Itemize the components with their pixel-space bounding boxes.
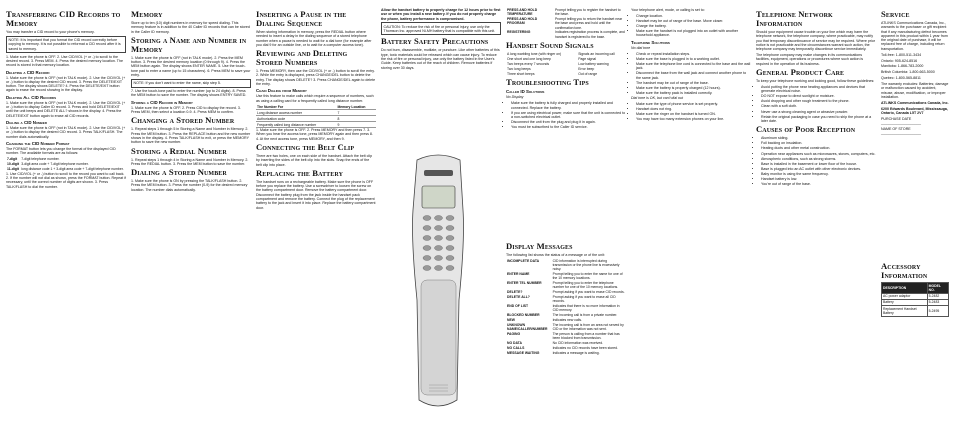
network-text-2: The telephone company may make changes in its communications facilities, equipment, operations or procedures where such action is required in the operation of its business.	[756, 53, 864, 66]
display-row	[506, 272, 626, 281]
display-desc: The incoming call is from a private number.	[552, 313, 618, 318]
chain-steps: 1. Make sure the phone is OFF. 2. Press MEMORY and then press 7. 3. When you hear the access tone, press MEMORY again and then press 8. 4. At the next access tone, press MEMORY, and then 9.	[256, 128, 373, 141]
contact-line: Manitoba: 1-866-783-2000	[881, 64, 924, 69]
transfer-note: NOTE: It is important that you format the CID record correctly before copying to memory. It is not possible to reformat a CID record after it is saved to memory.	[6, 36, 126, 53]
sound-key: Two beeps every 7 seconds	[507, 62, 550, 67]
store-name-field: NAME OF STORE ____________________	[881, 127, 921, 136]
memory-note: NOTE: If you don't want to enter the name, skip step 5.	[131, 79, 251, 88]
redial-text: 1. Repeat steps 1 through 4 in Storing a Name and Number in Memory. 2. Press the REDIAL button. 3. Press the MEM button to save the number.	[131, 157, 249, 166]
col6-intro: Your telephone alert, mode, or calling is set to:	[631, 8, 705, 12]
display-intro: The following list shows the status of a message or of the unit:	[506, 253, 605, 257]
display-key: ENTER NAME	[507, 272, 530, 277]
purchase-date-field: PURCHASE DATE ____________________	[881, 116, 921, 126]
sound-key: Three short beeps	[507, 71, 535, 76]
prompt-row	[506, 17, 626, 30]
heading-changing-format: Changing the CID Number Format	[6, 140, 70, 146]
heading-inserting: Inserting a Pause in the Dialing Sequence	[256, 9, 347, 28]
transfer-intro: You may transfer a CID record to your phone's memory.	[6, 30, 95, 34]
storing-cid-text: 1. Make sure the phone is OFF. 2. Press CID to display the record. 3. Press MEM, then select a location 0-9. 4. Press MEM to confirm.	[131, 105, 241, 115]
column-6	[631, 8, 751, 122]
display-key: NO DATA	[507, 340, 522, 345]
display-key: NO CALLS	[507, 345, 525, 350]
list-item: • Aluminum siding.	[761, 136, 876, 140]
pause-text: When storing information in memory, press the REDIAL button where needed to insert a delay in the dialing sequence of a stored telephone number when a pause is needed to wait for a dial tone (for example after you dial 9 for an outside line, or to wait for a computer access tone).	[256, 30, 372, 47]
heading-storing: Storing a Name and Number in Memory	[131, 34, 247, 54]
format-key: 7-digit	[7, 157, 18, 162]
column-5	[506, 8, 626, 130]
col6-list-1	[631, 14, 751, 38]
display-row	[506, 345, 626, 350]
chain-cell: Frequently called long distance number	[256, 122, 336, 128]
prompt-desc: Indicates registration process is complete, and handset is registered to the base.	[555, 30, 625, 39]
display-desc: Prompt telling you to enter the telephone number for one of the 10 memory locations.	[552, 281, 619, 290]
heading-troubleshooting: Troubleshooting Tips	[506, 77, 589, 88]
list-item: • Baby monitor is using the same frequency.	[761, 172, 876, 176]
display-row	[506, 331, 626, 340]
chain-cell: 9	[336, 122, 376, 128]
accessory-row	[882, 306, 949, 317]
format-desc: 3-digit area code + 7-digit telephone number.	[21, 162, 89, 167]
display-row	[506, 259, 626, 272]
chain-table	[256, 105, 376, 129]
list-item: • Make sure the ringer on the handset is turned ON.	[636, 112, 751, 116]
list-item: • Heating ducts and other metal construction.	[761, 146, 876, 150]
list-item: • Base is installed in the basement or lower floor of the house.	[761, 162, 876, 166]
accessory-desc: DESCRIPTION	[882, 283, 928, 294]
list-item: • Foil backing on insulation.	[761, 141, 876, 145]
accessory-block	[881, 260, 949, 317]
heading-storing-cid: Storing a CID Record in Memory	[131, 99, 193, 105]
format-key: 10-digit	[7, 162, 20, 167]
prompt-desc: Prompt telling you to return the handset near the base and press and hold until the confirmation tone.	[555, 17, 623, 30]
changing-text: 1. Repeat steps 1 through 5 in Storing a Name and Number in Memory. 2. Press the MEM button. 3. Press the REPLACE button and the new number shows in the display. 4. Press TALK/FLASH to exit, or press the MEMORY button to save the new number.	[131, 127, 251, 145]
sound-desc: Signals an incoming call	[578, 52, 615, 57]
heading-transferring: Transferring CID Records to Memory	[6, 9, 121, 28]
contact-line: Toll-free: 1-800-511-3434	[881, 52, 922, 57]
phone-handset-image	[399, 150, 478, 418]
accessory-model: 5-2482	[927, 293, 948, 299]
network-text: Should your equipment cause trouble on your line which may harm the telephone network, the telephone company, where practicable, may notify you that temporary discontinuance of service may be required. Where prior notice is not practicable and the circumstances warrant such action, the telephone company may temporarily discontinue service immediately.	[756, 30, 876, 52]
heading-deleting: Deleting a CID Record	[6, 69, 50, 75]
accessory-table	[881, 282, 949, 317]
list-item: • Clean with a soft cloth.	[761, 104, 876, 108]
display-table	[506, 259, 626, 355]
cid-solutions-list	[506, 101, 626, 129]
display-desc: Indicates no CID records have been stored.	[552, 345, 618, 350]
no-dial-tone-label: No dial tone	[631, 45, 651, 50]
heading-dialing-cid: Dialing a CID Number	[6, 119, 47, 125]
heading-delete-all: Deleting All CID Records	[6, 94, 57, 100]
care-intro: To keep your telephone working and looking good, follow these guidelines:	[756, 78, 875, 83]
heading-storing-redial: Storing a Redial Number	[131, 145, 227, 156]
accessory-desc: Replacement Handset Battery	[882, 306, 928, 317]
display-key: NEW	[507, 317, 515, 322]
causes-list	[756, 136, 876, 186]
list-item: • Operation near appliances such as microwaves, stoves, computers, etc.	[761, 152, 876, 156]
list-item: • You must be subscribed to the Caller ID service.	[511, 125, 626, 129]
display-desc: Indicates new calls.	[552, 317, 582, 322]
sounds-table	[506, 52, 626, 76]
chain-row	[256, 122, 376, 128]
prompt-row	[506, 8, 626, 17]
memory-intro: Store up to ten (10) digit numbers in memory for speed dialing. This memory feature is in addition to the 40 Caller ID records that can be stored in the Caller ID memory.	[131, 21, 250, 34]
warranty-text: The warranty excludes: Batteries; damage or malfunction caused by accident, misuse, abuse, modification, or improper installation.	[881, 82, 949, 100]
heading-belt-clip: Connecting the Belt Clip	[256, 141, 355, 152]
transfer-steps: 1. Make sure the phone is OFF. 2. Use CID/VOL (+ or -) to scroll to the desired record. 3. Press MEM. 4. Press the desired memory location. The record is stored in that memory location.	[6, 54, 123, 68]
sounds-row	[506, 72, 626, 77]
display-row	[506, 322, 626, 331]
list-item: • Retain the original packaging in case you need to ship the phone at a later date.	[761, 115, 876, 124]
contact-line: Ontario: 905-624-8516	[881, 58, 918, 63]
list-item: • Handset may be out of range of the base. Move closer.	[636, 19, 751, 23]
list-item: • Make sure the battery is fully charged and properly installed and connected. Replace the battery.	[511, 101, 626, 110]
chain-cell: Memory Location	[336, 105, 376, 110]
list-item: • Disconnect the unit from the plug and plug it in again.	[511, 120, 626, 124]
chain-text: Use this feature to make calls which require a sequence of numbers, such as using a calling card for a frequently called long distance number.	[256, 94, 374, 103]
list-item: • Avoid dropping and other rough treatment to the phone.	[761, 99, 876, 103]
list-item: • You're out of range of the base.	[761, 182, 876, 186]
heading-cid-solutions: Caller ID Solutions	[506, 89, 545, 95]
heading-causes: Causes of Poor Reception	[756, 124, 856, 135]
list-item: • Make sure the telephone line cord is connected to the base and the wall jack.	[636, 62, 751, 71]
deleting-text: 1. Make sure the phone is OFF (not in TALK mode). 2. Use the CID/VOL (+ or -) button to display the desired CID record. 3. Press the DELETE/EXIT button. The display shows DELETE? 4. Press the DELETE/EXIT button again to erase the record showing in the display.	[6, 75, 126, 93]
heading-battery: Replacing the Battery	[256, 167, 344, 178]
chain-cell: Authorization code	[256, 116, 336, 122]
battery-text: The handset runs on a rechargeable battery. Make sure the phone is OFF before you replace the battery. Use a screwdriver to loosen the screw on the battery compartment door. Remove the battery compartment door. Disconnect the battery plug from the jack inside the handset pack compartment and remove the battery. Connect the plug of the replacement battery to the jack and insert it into place. Replace the battery compartment door.	[256, 179, 376, 210]
display-desc: The person is calling from a number that has been blocked from transmission.	[552, 331, 620, 340]
display-desc: CID information is interrupted during transmission or the phone line is excessively noisy.	[552, 259, 620, 272]
display-key: INCOMPLETE DATA	[507, 259, 540, 264]
contact-line: Quebec: 1-800-565-8811	[881, 76, 921, 81]
display-key: MESSAGE WAITING	[507, 350, 540, 355]
list-item: • Check or repeat installation steps.	[636, 52, 751, 56]
charge-intro: Allow the handset battery to properly charge for 12 hours prior to first use or when you install a new battery. If you do not properly charge the phone, battery performance is compromised.	[381, 8, 501, 21]
storing-text-2: 7. Use the touch-tone pad to enter the number (up to 24 digits). 8. Press the MEM button to save the number. The display shows ENTRY SAVED.	[131, 89, 247, 98]
heading-dialing-stored: Dialing a Stored Number	[131, 167, 227, 178]
list-item: • Atmospheric conditions, such as strong storms.	[761, 157, 876, 161]
column-8	[881, 8, 949, 137]
list-item: • Make sure the handset is not plugged into an outlet with another household appliance.	[636, 29, 751, 38]
format-key: 11-digit	[7, 167, 19, 172]
format-desc: long distance code 1 + 3-digit area code + 7-digit telephone number.	[21, 167, 124, 172]
list-item: • Make sure the battery is properly charged (12 hours).	[636, 86, 751, 90]
prompt-row	[506, 30, 626, 39]
display-desc: Prompt asking if you want to erase all CID records.	[552, 295, 616, 304]
list-item: • Base is plugged into an AC outlet with other electronic devices.	[761, 167, 876, 171]
no-display-label: No Display	[506, 95, 524, 100]
list-item: • Make sure the battery pack is installed correctly.	[636, 91, 751, 95]
heading-handset-sounds: Handset Sound Signals	[506, 40, 594, 50]
chain-cell: 8	[336, 116, 376, 122]
heading-reviewing: Reviewing and Deleting Stored Numbers	[256, 48, 348, 68]
col6-list-2	[631, 52, 751, 95]
format-desc: 7-digit telephone number.	[21, 157, 60, 162]
display-key: BLOCKED NUMBER	[507, 313, 540, 318]
sound-key: One short and one long beep	[507, 57, 551, 62]
display-desc: No CID information was received.	[552, 340, 604, 345]
service-text: ATLINKS Communications Canada, Inc., warrants to the purchaser or gift recipient that if any manufacturing defect becomes apparent in this product within 1 year from the original date of purchase, it will be replaced free of charge, including return transportation.	[881, 21, 948, 51]
display-key: ENTER TEL NUMBER	[507, 281, 542, 286]
heading-general-care: General Product Care	[756, 66, 845, 77]
display-desc: Prompt asking if you want to erase CID records.	[552, 290, 625, 295]
precautions-text: Do not burn, disassemble, mutilate, or puncture. Like other batteries of this type, toxic materials could be released which can cause injury. To reduce the risk of fire or personal injury, use only the battery listed in the User's Guide. Keep batteries out of the reach of children. Remove batteries if storing over 30 days.	[381, 48, 500, 70]
chain-cell: 7	[336, 110, 376, 116]
accessory-desc: AC power adaptor	[882, 293, 928, 299]
list-item: • If you are using electrical power, make sure that the unit is connected to a non-switched electrical outlet.	[511, 111, 626, 120]
display-row	[506, 350, 626, 355]
accessory-row	[882, 283, 949, 294]
display-desc: Prompt telling you to enter the name for one of the 10 memory locations.	[552, 272, 623, 281]
display-desc: Indicates that there is no more information in CID memory.	[552, 304, 620, 313]
prompt-table	[506, 8, 626, 39]
column-2	[131, 8, 251, 194]
accessory-model: 5-2495	[927, 306, 948, 317]
dialing-stored-text: 1. Make sure the phone is ON by pressing the TALK/FLASH button. 2. Press the MEM button. 3. Press the number (0-9) for the desired memory location. The number dials automatically.	[131, 179, 248, 192]
list-item: • Handset does not ring.	[636, 107, 751, 111]
display-key: PAGING	[507, 331, 521, 336]
sound-key: A long warbling tone (with ringer on)	[507, 52, 562, 57]
display-row	[506, 304, 626, 313]
heading-network-info: Telephone Network Information	[756, 9, 833, 28]
format-steps: 1. Use CID/VOL (+ or -) button to scroll to the record you want to call back. 2. If the number will not dial as shown, press the FORMAT button. Repeat if necessary, until the correct number of digits are shown. 3. Press TALK/FLASH to dial the number.	[6, 171, 126, 189]
display-row	[506, 313, 626, 318]
cant-dial-label: Dial tone is OK, but can't dial out	[631, 95, 684, 100]
display-desc: Indicates a message is waiting.	[552, 350, 600, 355]
accessory-desc: Battery	[882, 299, 928, 305]
list-item: • Disconnect the base from the wall jack and connect another phone to the same jack.	[636, 71, 751, 80]
review-text: 1. Press MEMORY, then use the CID/VOL (+ or -) button to scroll the entry. 2. While the entry is displayed, press CHANGE/DEL button to delete the entry. The display shows DELETE? 3. Press CHANGE/DEL again to delete the entry.	[256, 69, 376, 87]
format-text: The FORMAT button lets you change the format of the displayed CID number. The available formats are as follows:	[6, 146, 116, 156]
sound-desc: Error beep	[578, 67, 595, 72]
display-key: UNKNOWN NAME/CALLER/NUMBER	[507, 322, 548, 331]
prompt-key: REGISTERING	[507, 30, 531, 35]
prompt-desc: Prompt telling you to register the handset to the base.	[555, 8, 621, 17]
heading-chain: Chain Dialing from Memory	[256, 88, 307, 94]
display-key: END OF LIST	[507, 304, 529, 309]
column-1	[6, 8, 126, 190]
list-item: • Avoid putting the phone near heating appliances and devices that generate electrical noise.	[761, 85, 876, 94]
column-7	[756, 8, 876, 187]
heading-precautions: Battery Safety Precautions	[381, 36, 489, 47]
display-row	[506, 281, 626, 290]
list-item: • Handset battery is low.	[761, 177, 876, 181]
format-table	[6, 157, 126, 172]
prompt-key: PRESS AND HOLD PROGRAM	[507, 17, 538, 26]
display-desc: The incoming call is from an area not served by CID or the information was not sent.	[552, 322, 624, 331]
col6-list-3	[631, 102, 751, 122]
accessory-model: MODEL NO.	[927, 283, 948, 294]
sound-desc: Out of range	[578, 71, 598, 76]
list-item: • You may have too many extension phones on your line.	[636, 117, 751, 121]
accessory-model: 5-2483	[927, 299, 948, 305]
list-item: • DO NOT expose to direct sunlight or moisture.	[761, 94, 876, 98]
company-name: ATLINKS Communications Canada, Inc.	[881, 100, 949, 105]
sound-desc: Low battery warning	[578, 62, 609, 67]
caution-note: CAUTION: To reduce the risk of fire or personal injury, use only the Thomson Inc. approved Ni-MH battery that is compatible with this unit.	[381, 22, 501, 35]
list-item: • Charge the battery.	[636, 24, 751, 28]
chain-cell: The Number For	[256, 105, 336, 110]
display-row	[506, 295, 626, 304]
delete-all-text: 1. Make sure the phone is OFF (not in TALK mode). 2. Use the CID/VOL (+ or -) button to display Caller ID record. 3. Press and hold DELETE/EXIT until the unit beeps and DELETE ALL? shows in the display. 4. Press the DELETE/EXIT button again to erase all CID records.	[6, 100, 126, 118]
dialing-cid-text: 1. Make sure the phone is OFF (not in TALK mode). 2. Use the CID/VOL (+ or -) button to display the desired CID record. 3. Press TALK/FLASH. The number dials automatically.	[6, 125, 126, 139]
display-key: DELETE ALL?	[507, 295, 530, 300]
heading-accessory: Accessory Information	[881, 261, 928, 280]
list-item: • Make sure the base is plugged in to a working outlet.	[636, 57, 751, 61]
heading-display-msgs: Display Messages	[506, 241, 573, 251]
heading-service: Service	[881, 9, 910, 19]
heading-telephone-solutions: Telephone Solutions	[631, 39, 670, 45]
display-messages-block	[506, 240, 626, 355]
belt-text: There are two holes, one on each side of the handset. Attach the belt clip by inserting the sides of the belt clip into the slots. Snap the ends of the belt clip into place.	[256, 153, 373, 167]
storing-text: 1. Make sure the phone is OFF (not in TALK mode). 2. Press the MEM button. 3. Press the desired memory location (0 through 9). 4. Press the MEM button again. The display shows ENTER NAME. 5. Use the touch-tone pad to enter a name (up to 15 characters). 6. Press MEM to save your entry.	[131, 55, 251, 78]
prompt-key: PRESS AND HOLD TEMPERATURE	[507, 8, 538, 17]
chain-cell: Long distance access number	[256, 110, 336, 116]
care-list	[756, 85, 876, 123]
heading-changing-stored: Changing a Stored Number	[131, 115, 235, 126]
column-3	[256, 8, 376, 212]
sound-key: Two long beeps	[507, 67, 531, 72]
list-item: • Make sure the type of phone service is set properly.	[636, 102, 751, 106]
display-key: DELETE?	[507, 290, 523, 295]
contact-line: British Columbia: 1-800-663-5000	[881, 70, 935, 75]
column-4	[381, 8, 501, 72]
format-row	[6, 167, 126, 172]
list-item: • The handset may be out of range of the base.	[636, 81, 751, 85]
sound-desc: Page signal	[578, 57, 596, 62]
heading-memory: Memory	[131, 9, 163, 19]
list-item: • Change location.	[636, 14, 751, 18]
company-address: 6200 Edwards Boulevard, Mississauga, Ontario, Canada L5T 2V7	[881, 106, 948, 116]
list-item: • Never use a strong cleaning agent or abrasive powder.	[761, 110, 876, 114]
